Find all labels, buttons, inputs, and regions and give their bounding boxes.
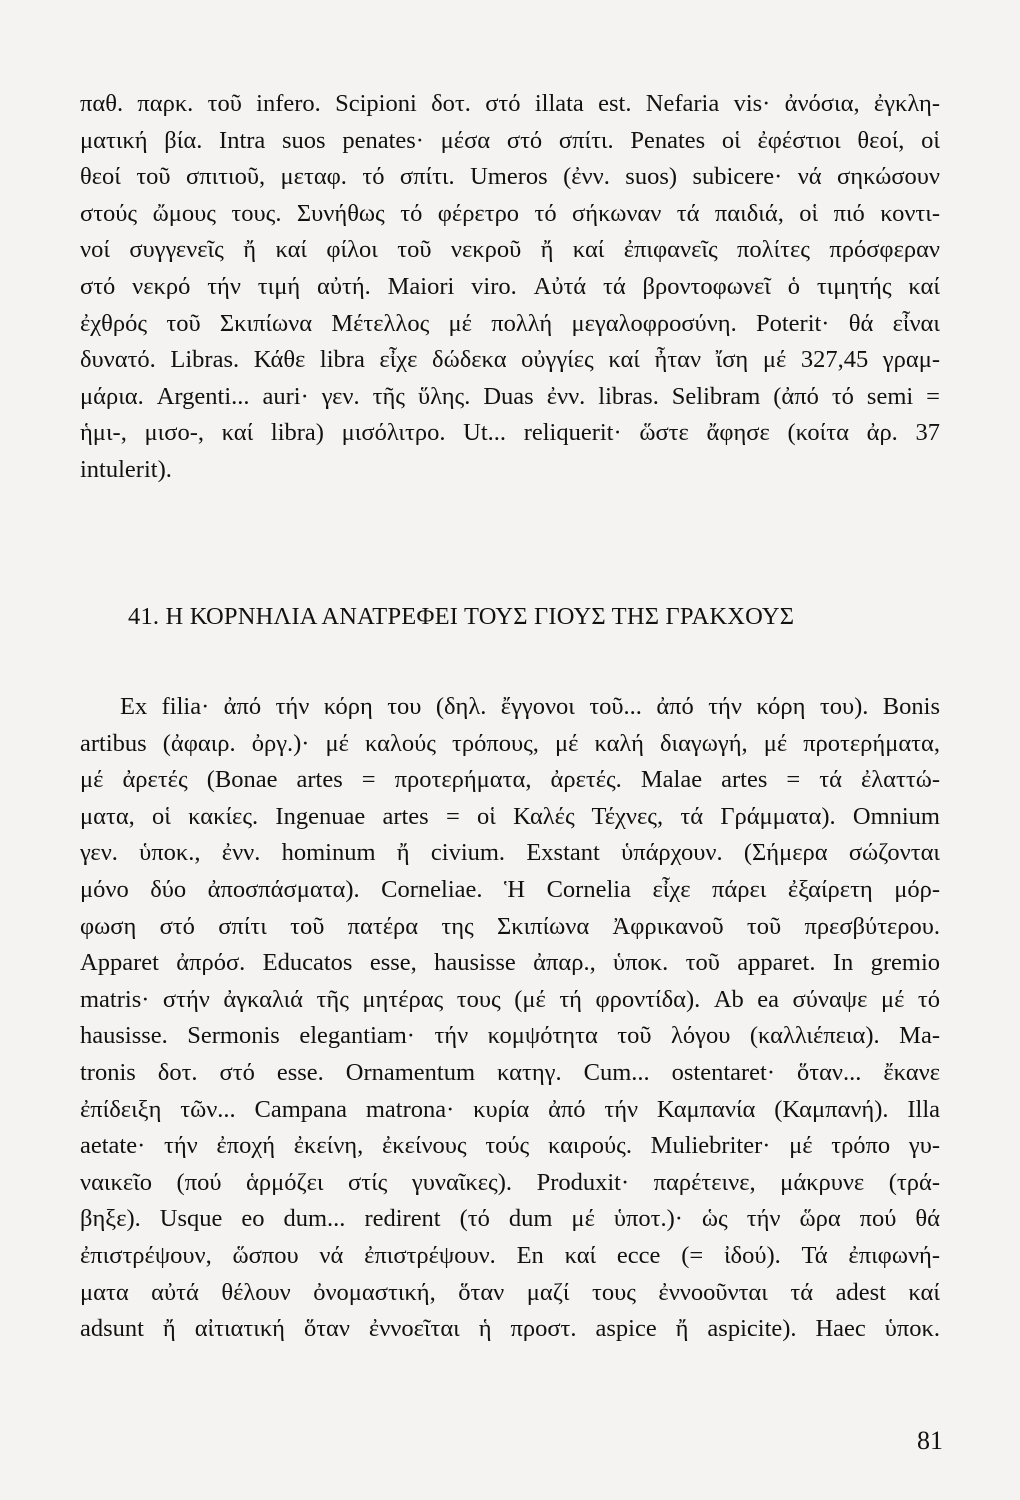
text-line: ἐχθρός τοῦ Σκιπίωνα Μέτελλος μέ πολλή μεγαλοφροσύνη. Poterit· θά εἶναι (80, 309, 940, 337)
text-line: Apparet ἀπρόσ. Educatos esse, hausisse ἀπαρ., ὑποκ. τοῦ apparet. In gremio (80, 949, 940, 977)
text-line: ματική βία. Intra suos penates· μέσα στό σπίτι. Penates οἱ ἐφέστιοι θεοί, οἱ (80, 126, 940, 154)
text-line: δυνατό. Libras. Κάθε libra εἶχε δώδεκα οὐγγίες καί ἦταν ἴση μέ 327,45 γραμ- (80, 346, 940, 374)
text-line: Ex filia· ἀπό τήν κόρη του (δηλ. ἔγγονοι τοῦ... ἀπό τήν κόρη του). Bonis (120, 693, 940, 720)
text-line: ἡμι-, μισο-, καί libra) μισόλιτρο. Ut... reliquerit· ὥστε ἄφησε (κοίτα ἀρ. 37 (80, 419, 940, 447)
section-heading: 41. Η ΚΟΡΝΗΛΙΑ ΑΝΑΤΡΕΦΕΙ ΤΟΥΣ ΓΙΟΥΣ ΤΗΣ ΓΡΑΚΧΟΥΣ (128, 603, 795, 630)
text-line: παθ. παρκ. τοῦ infero. Scipioni δοτ. στό illata est. Nefaria vis· ἀνόσια, ἐγκλη- (80, 90, 940, 117)
page-number: 81 (917, 1426, 943, 1455)
text-line: μέ ἀρετές (Bonae artes = προτερήματα, ἀρετές. Malae artes = τά ἐλαττώ- (80, 766, 940, 794)
text-line: βηξε). Usque eo dum... redirent (τό dum μέ ὑποτ.)· ὡς τήν ὥρα πού θά (80, 1205, 940, 1233)
text-line: ματα αὐτά θέλουν ὀνομαστική, ὅταν μαζί τους ἐννοοῦνται τά adest καί (80, 1278, 940, 1306)
text-line: μόνο δύο ἀποσπάσματα). Corneliae. Ἡ Cornelia εἶχε πάρει ἐξαίρετη μόρ- (80, 875, 940, 903)
text-line: στούς ὤμους τους. Συνήθως τό φέρετρο τό σήκωναν τά παιδιά, οἱ πιό κοντι- (80, 199, 940, 227)
commentary-paragraph-2 (80, 689, 940, 1348)
text-line: μάρια. Argenti... auri· γεν. τῆς ὕλης. Duas ἐνν. libras. Selibram (ἀπό τό semi = (80, 382, 940, 410)
text-line: ναικεῖο (πού ἁρμόζει στίς γυναῖκες). Produxit· παρέτεινε, μάκρυνε (τρά- (80, 1168, 940, 1196)
text-line: φωση στό σπίτι τοῦ πατέρα της Σκιπίωνα Ἀφρικανοῦ τοῦ πρεσβύτερου. (80, 912, 940, 940)
text-line: tronis δοτ. στό esse. Ornamentum κατηγ. Cum... ostentaret· ὅταν... ἔκανε (80, 1058, 940, 1086)
text-line: ματα, οἱ κακίες. Ingenuae artes = οἱ Καλές Τέχνες, τά Γράμματα). Omnium (80, 802, 940, 830)
text-line: intulerit). (80, 455, 172, 483)
text-line: ἐπιστρέψουν, ὥσπου νά ἐπιστρέψουν. En καί ecce (= ἰδού). Τά ἐπιφωνή- (80, 1241, 940, 1269)
text-line: hausisse. Sermonis elegantiam· τήν κομψότητα τοῦ λόγου (καλλιέπεια). Ma- (80, 1022, 940, 1050)
text-line: στό νεκρό τήν τιμή αὐτή. Maiori viro. Αὐτά τά βροντοφωνεῖ ὁ τιμητής καί (80, 272, 940, 300)
text-line: νοί συγγενεῖς ἤ καί φίλοι τοῦ νεκροῦ ἤ καί ἐπιφανεῖς πολίτες πρόσφεραν (80, 236, 940, 264)
text-line: aetate· τήν ἐποχή ἐκείνη, ἐκείνους τούς καιρούς. Muliebriter· μέ τρόπο γυ- (80, 1132, 940, 1160)
text-line: γεν. ὑποκ., ἐνν. hominum ἤ civium. Exstant ὑπάρχουν. (Σήμερα σώζονται (80, 839, 940, 867)
text-line: θεοί τοῦ σπιτιοῦ, μεταφ. τό σπίτι. Umeros (ἐνν. suos) subicere· νά σηκώσουν (80, 163, 940, 191)
commentary-paragraph-1 (80, 86, 940, 489)
text-line: ἐπίδειξη τῶν... Campana matrona· κυρία ἀπό τήν Καμπανία (Καμπανή). Illa (80, 1095, 940, 1123)
text-line: matris· στήν ἀγκαλιά τῆς μητέρας τους (μέ τή φροντίδα). Ab ea σύναψε μέ τό (80, 985, 940, 1013)
text-line: adsunt ἤ αἰτιατική ὅταν ἐννοεῖται ἡ προστ. aspice ἤ aspicite). Haec ὑποκ. (80, 1315, 940, 1343)
text-line: artibus (ἀφαιρ. ὀργ.)· μέ καλούς τρόπους, μέ καλή διαγωγή, μέ προτερήματα, (80, 729, 940, 757)
